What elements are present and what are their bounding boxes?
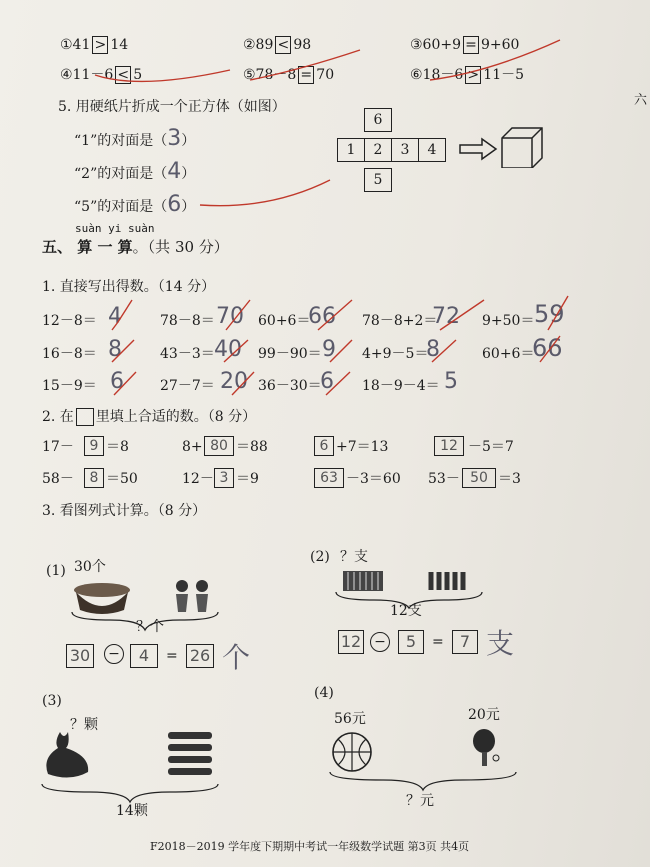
net-cell-center: 2	[364, 138, 392, 162]
brace-icon	[328, 770, 518, 792]
p4-question: ？元	[406, 793, 434, 809]
fill-post: ＝8	[106, 439, 129, 455]
p1-unit: 个	[222, 641, 251, 674]
fill-pre: 8+	[182, 439, 203, 455]
calc-answer: 66	[532, 334, 563, 362]
calc-expr: 12－8＝	[42, 313, 97, 329]
p1-a: 30	[66, 644, 94, 668]
p2-total: 12支	[390, 603, 422, 619]
p1-op-circle: −	[104, 644, 124, 664]
section-pinyin: suàn yi suàn	[75, 222, 155, 235]
pencils-icon	[426, 568, 476, 592]
p4-price1: 56元	[334, 711, 366, 727]
calc-answer: 6	[110, 369, 124, 394]
calc-answer: 5	[444, 369, 458, 394]
compare-item-3: ③60+9 = 9+60	[410, 37, 520, 53]
net-cell-bottom: 5	[364, 168, 392, 192]
p3-total: 14颗	[116, 803, 148, 819]
calc-expr: 78－8+2＝	[362, 313, 438, 329]
calc-expr: 15－9＝	[42, 378, 97, 394]
calc-expr: 16－8＝	[42, 346, 97, 362]
fill-post: －5＝7	[468, 439, 514, 455]
fill-box: 3	[214, 468, 234, 488]
brace-icon	[40, 782, 220, 804]
cube-q3: “5”的对面是（6）	[74, 192, 196, 217]
p1-number: (1)	[46, 563, 66, 579]
fill-post: +7＝13	[336, 439, 389, 455]
calc-expr: 9+50＝	[482, 313, 535, 329]
calc-expr: 78－8＝	[160, 313, 215, 329]
net-cell-top: 6	[364, 108, 392, 132]
fill-post: ＝9	[236, 471, 259, 487]
calc-expr: 60+6＝	[482, 346, 535, 362]
p1-label: 30个	[74, 559, 106, 575]
fill-post: －3＝60	[346, 471, 401, 487]
candies-icon	[166, 728, 216, 782]
p4-number: (4)	[314, 685, 334, 701]
empty-box-icon	[76, 408, 94, 426]
p2-number: (2)	[310, 549, 330, 565]
edge-mark: 六	[634, 93, 648, 108]
p3-question: ？颗	[70, 717, 98, 733]
fill-pre: 17－	[42, 439, 74, 455]
compare-item-5: ⑤78－8 = 70	[243, 67, 335, 83]
calc-answer: 4	[108, 304, 122, 329]
calc-answer: 70	[216, 304, 244, 329]
calc-expr: 99－90＝	[258, 346, 322, 362]
fill-pre: 12－	[182, 471, 214, 487]
calc-answer: 6	[320, 369, 334, 394]
p1-equals: =	[166, 648, 178, 664]
fill-box: 12	[434, 436, 464, 456]
calc-answer: 9	[322, 337, 336, 362]
p1-b: 4	[130, 644, 158, 668]
calc-answer: 40	[214, 337, 242, 362]
calc-answer: 8	[426, 337, 440, 362]
candy-bag-icon	[40, 728, 94, 780]
compare-item-1: ①41 > 14	[60, 37, 129, 53]
calc-expr: 60+6＝	[258, 313, 311, 329]
calc-answer: 66	[308, 304, 336, 329]
fill-box: 80	[204, 436, 234, 456]
calc-expr: 4+9－5＝	[362, 346, 429, 362]
q3-title: 3. 看图列式计算。（8 分）	[42, 503, 207, 519]
calc-answer: 20	[220, 369, 248, 394]
calc-expr: 43－3＝	[160, 346, 215, 362]
calc-expr: 36－30＝	[258, 378, 322, 394]
fill-post: ＝88	[236, 439, 268, 455]
fill-pre: 53－	[428, 471, 460, 487]
fill-post: ＝3	[498, 471, 521, 487]
calc-answer: 72	[432, 304, 460, 329]
cube-q2: “2”的对面是（4）	[74, 159, 196, 184]
compare-item-4: ④11－6 < 5	[60, 67, 143, 83]
p2-result: 7	[452, 630, 478, 654]
net-cell-left: 1	[337, 138, 365, 162]
red-check-marks-q1	[0, 0, 650, 420]
p1-question: ？个	[136, 619, 164, 635]
p2-unit: 支	[486, 627, 515, 660]
page-footer: F2018－2019 学年度下期期中考试一年级数学试题 第3页 共4页	[150, 840, 470, 853]
fill-box: 50	[462, 468, 496, 488]
fill-box: 63	[314, 468, 344, 488]
p2-question: ？支	[340, 549, 368, 565]
p1-result: 26	[186, 644, 214, 668]
q2-title: 2. 在 里填上合适的数。（8 分）	[42, 409, 257, 425]
p2-equals: =	[432, 634, 444, 650]
cube-a3-handwritten: 6	[167, 192, 182, 217]
p2-b: 5	[398, 630, 424, 654]
p3-number: (3)	[42, 693, 62, 709]
net-cell-right2: 4	[418, 138, 446, 162]
calc-answer: 8	[108, 337, 122, 362]
basketball-icon	[330, 730, 374, 774]
cube-a1-handwritten: 3	[167, 126, 182, 151]
q1-title: 1. 直接写出得数。（14 分）	[42, 279, 216, 295]
calc-expr: 18－9－4＝	[362, 378, 440, 394]
fill-post: ＝50	[106, 471, 138, 487]
pencil-box-icon	[342, 570, 384, 592]
kids-icon	[172, 578, 216, 614]
net-cell-right1: 3	[391, 138, 419, 162]
p2-op-circle: −	[370, 632, 390, 652]
fill-box: 9	[84, 436, 104, 456]
calc-expr: 27－7＝	[160, 378, 215, 394]
fill-pre: 58－	[42, 471, 74, 487]
compare-item-6: ⑥18－6 > 11－5	[410, 67, 525, 83]
fill-box: 6	[314, 436, 334, 456]
cube-q1: “1”的对面是（3）	[74, 126, 196, 151]
cube-a2-handwritten: 4	[167, 159, 182, 184]
calc-answer: 59	[534, 300, 565, 328]
ping-pong-paddle-icon	[470, 728, 500, 768]
section-heading: 五、 算 一 算。（共 30 分）	[42, 238, 229, 256]
p4-price2: 20元	[468, 707, 500, 723]
cube-question-title: 5. 用硬纸片折成一个正方体（如图）	[58, 99, 286, 115]
fill-box: 8	[84, 468, 104, 488]
compare-item-2: ②89 < 98	[243, 37, 312, 53]
p2-a: 12	[338, 630, 364, 654]
